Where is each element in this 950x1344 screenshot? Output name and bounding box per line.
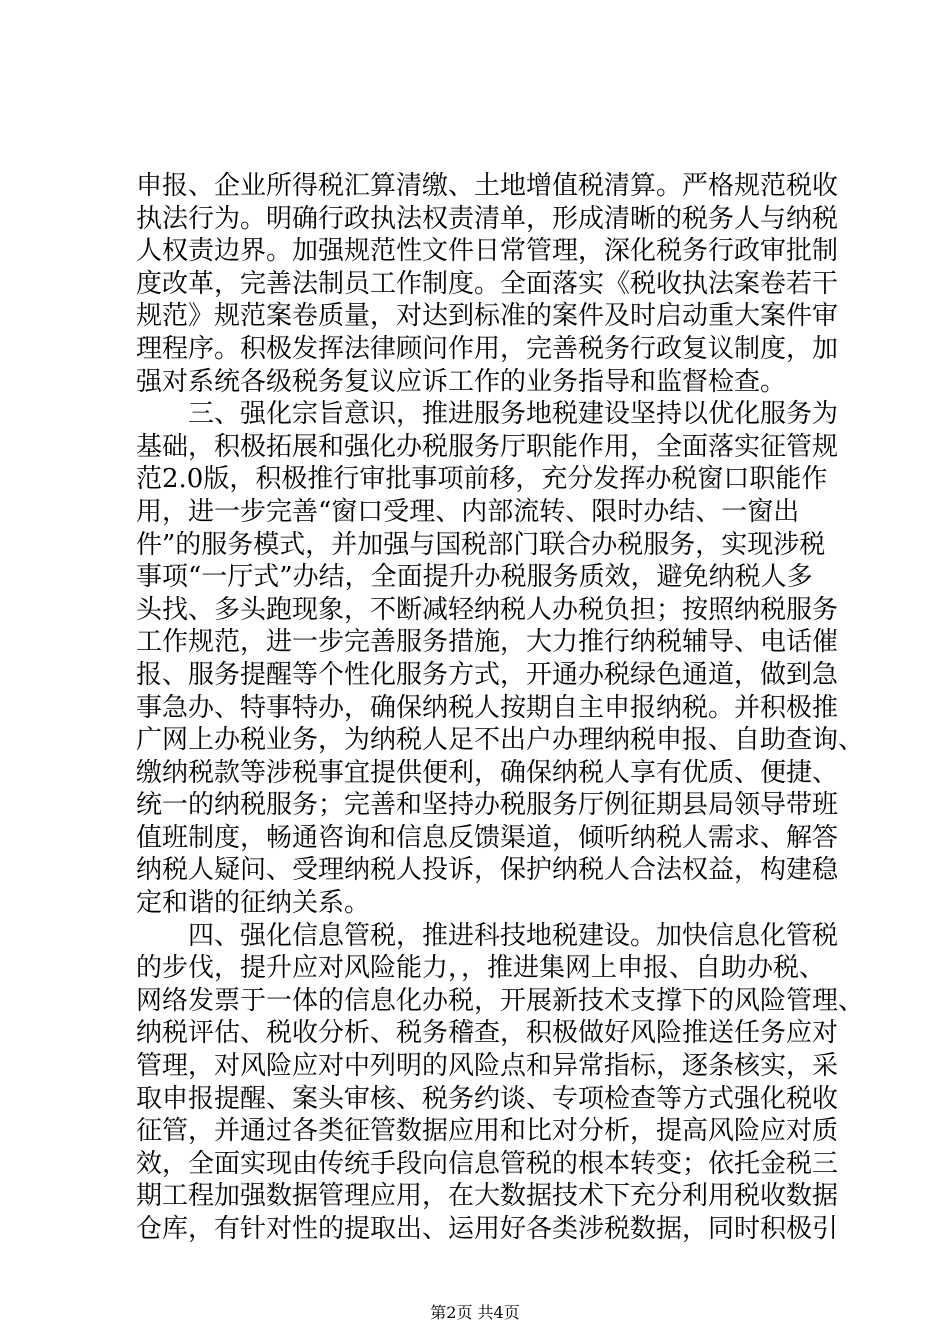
text-line: 纳税人疑问、受理纳税人投诉，保护纳税人合法权益，构建稳 xyxy=(136,855,839,886)
text-line: 理程序。积极发挥法律顾问作用，完善税务行政复议制度，加 xyxy=(136,333,839,364)
text-line: 的步伐，提升应对风险能力，，推进集网上申报、自助办税、 xyxy=(136,953,826,984)
text-line: 工作规范，进一步完善服务措施，大力推行纳税辅导、电话催 xyxy=(136,627,839,658)
text-line: 统一的纳税服务；完善和坚持办税服务厅例征期县局领导带班 xyxy=(136,790,839,821)
body-text xyxy=(136,170,865,1246)
text-line: 取申报提醒、案头审核、税务约谈、专项检查等方式强化税收 xyxy=(136,1083,839,1114)
page-number: 第2页 共4页 xyxy=(430,1303,520,1322)
text-line: 缴纳税款等涉税事宜提供便利，确保纳税人享有优质、便捷、 xyxy=(136,757,839,788)
text-line: 征管，并通过各类征管数据应用和比对分析，提高风险应对质 xyxy=(136,1116,839,1147)
text-line: 基础，积极拓展和强化办税服务厅职能作用，全面落实征管规 xyxy=(136,431,839,462)
text-line: 期工程加强数据管理应用，在大数据技术下充分利用税收数据 xyxy=(136,1181,839,1212)
text-line: 规范》规范案卷质量，对达到标准的案件及时启动重大案件审 xyxy=(136,301,839,332)
text-line: 广网上办税业务，为纳税人足不出户办理纳税申报、自助查询、 xyxy=(136,725,865,756)
text-line: 执法行为。明确行政执法权责清单，形成清晰的税务人与纳税 xyxy=(136,203,839,234)
text-line: 头找、多头跑现象，不断减轻纳税人办税负担；按照纳税服务 xyxy=(136,594,839,625)
text-line: 效，全面实现由传统手段向信息管税的根本转变；依托金税三 xyxy=(136,1148,839,1179)
text-line: 纳税评估、税收分析、税务稽查，积极做好风险推送任务应对 xyxy=(136,1018,839,1049)
text-line: 用，进一步完善“窗口受理、内部流转、限时办结、一窗出 xyxy=(136,496,800,527)
text-line: 事急办、特事特办，确保纳税人按期自主申报纳税。并积极推 xyxy=(136,692,839,723)
text-line: 网络发票于一体的信息化办税，开展新技术支撑下的风险管理、 xyxy=(136,985,865,1016)
text-line: 申报、企业所得税汇算清缴、土地增值税清算。严格规范税收 xyxy=(136,171,839,201)
text-line: 值班制度，畅通咨询和信息反馈渠道，倾听纳税人需求、解答 xyxy=(136,822,839,853)
text-line: 仓库，有针对性的提取出、运用好各类涉税数据，同时积极引 xyxy=(136,1214,839,1244)
text-line: 定和谐的征纳关系。 xyxy=(136,888,371,919)
paragraph-start-line: 四、强化信息管税，推进科技地税建设。加快信息化管税 xyxy=(136,920,839,951)
text-line: 管理，对风险应对中列明的风险点和异常指标，逐条核实，采 xyxy=(136,1051,839,1082)
text-line: 件”的服务模式，并加强与国税部门联合办税服务，实现涉税 xyxy=(136,529,826,560)
text-line: 报、服务提醒等个性化服务方式，开通办税绿色通道，做到急 xyxy=(136,659,839,690)
text-line: 范2.0版，积极推行审批事项前移，充分发挥办税窗口职能作 xyxy=(136,464,828,495)
text-line: 度改革，完善法制员工作制度。全面落实《税收执法案卷若干 xyxy=(136,268,839,299)
page-footer xyxy=(0,1303,950,1323)
text-line: 强对系统各级税务复议应诉工作的业务指导和监督检查。 xyxy=(136,366,787,397)
paragraph-start-line: 三、强化宗旨意识，推进服务地税建设坚持以优化服务为 xyxy=(136,399,839,430)
text-line: 人权责边界。加强规范性文件日常管理，深化税务行政审批制 xyxy=(136,236,839,267)
text-line: 事项“一厅式”办结，全面提升办税服务质效，避免纳税人多 xyxy=(136,562,813,593)
